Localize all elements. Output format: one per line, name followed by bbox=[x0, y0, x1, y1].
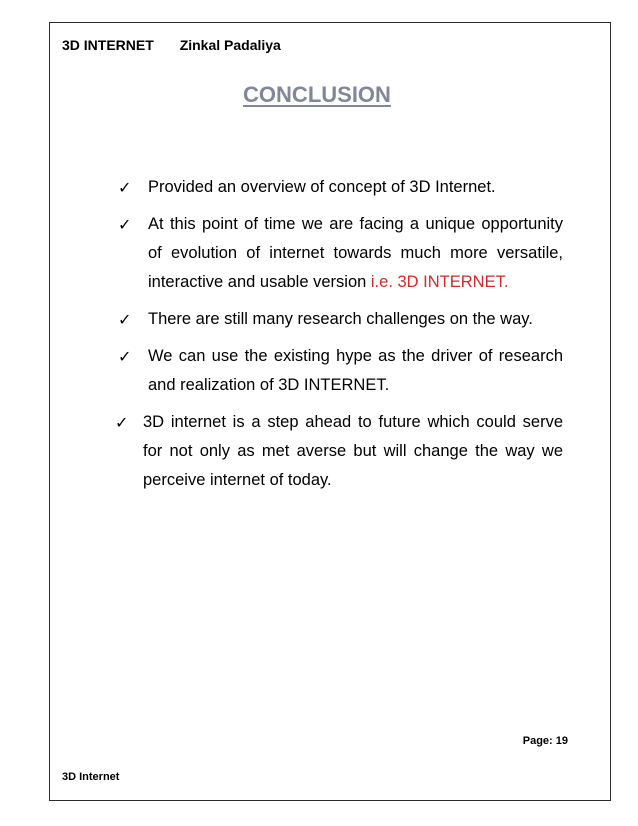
bullet-item bbox=[116, 305, 563, 334]
bullet-item bbox=[116, 210, 563, 297]
bullet-item bbox=[116, 173, 563, 202]
header-title: 3D INTERNET bbox=[62, 37, 154, 53]
page-title: CONCLUSION bbox=[243, 82, 391, 107]
bullet-text: 3D internet is a step ahead to future which could serve for not only as met averse but will change the way we perceive internet of today. bbox=[143, 413, 563, 489]
checkmark-icon: ✓ bbox=[118, 178, 132, 197]
bullet-item bbox=[113, 408, 563, 495]
bullet-item bbox=[116, 342, 563, 400]
checkmark-icon: ✓ bbox=[115, 413, 129, 432]
footer-title: 3D Internet bbox=[62, 771, 120, 783]
bullet-list bbox=[116, 173, 563, 503]
checkmark-icon: ✓ bbox=[118, 215, 132, 234]
bullet-text: There are still many research challenges on the way. bbox=[148, 310, 533, 328]
bullet-highlight: i.e. 3D INTERNET. bbox=[370, 273, 509, 291]
page-title-container bbox=[0, 82, 638, 108]
page-header bbox=[62, 37, 281, 53]
header-author: Zinkal Padaliya bbox=[179, 37, 281, 53]
checkmark-icon: ✓ bbox=[118, 310, 132, 329]
bullet-text: At this point of time we are facing a unique opportunity of evolution of internet towards much more versatile, interactive and usable version bbox=[148, 215, 563, 291]
bullet-text: Provided an overview of concept of 3D Internet. bbox=[148, 178, 496, 196]
page-number: Page: 19 bbox=[522, 735, 568, 747]
bullet-text: We can use the existing hype as the driver of research and realization of 3D INTERNET. bbox=[148, 347, 563, 394]
checkmark-icon: ✓ bbox=[118, 347, 132, 366]
